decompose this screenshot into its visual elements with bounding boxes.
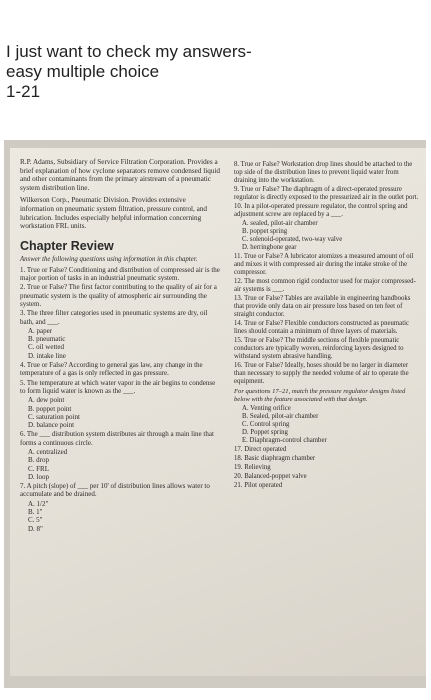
review-question-11: 11. True or False? A lubricator atomizes a measured amount of oil and mixes it with compressed air during the intake stroke of the compressor. [234,253,414,276]
left-column [20,158,220,533]
match-option-d: D. Poppet spring [242,428,288,436]
match-option-b: B. Sealed, pilot-air chamber [242,412,319,420]
review-question-5: 5. The temperature at which water vapor in the air begins to condense to form liquid water is known as the ___. [20,378,216,395]
match-option-e: E. Diaphragm-control chamber [242,436,327,444]
review-question-8: 8. True or False? Workstation drop lines should be attached to the top side of the distribution lines to prevent liquid water from draining into the workstation. [234,161,413,184]
review-question-19: 19. Relieving [234,463,271,471]
review-question-1: 1. True or False? Conditioning and distribution of compressed air is the major portion of tasks in an industrial pneumatic system. [20,265,220,283]
q7-option-a: A. 1/2" [28,499,49,508]
q5-option-b: B. poppet point [28,404,72,413]
review-question-16: 16. True or False? Ideally, hoses should be no larger in diameter than necessary to supply the needed volume of air to operate the equipment. [234,362,409,385]
q3-option-d: D. intake line [28,351,66,360]
review-instructions: Answer the following questions using information in this chapter. [20,255,198,263]
chapter-review-heading: Chapter Review [20,238,114,253]
question-line-1: I just want to check my answers- [6,42,252,61]
review-question-7: 7. A pitch (slope) of ___ per 10' of distribution lines allows water to accumulate and be drained. [20,482,210,499]
review-question-21: 21. Pilot operated [234,481,283,489]
q5-option-d: D. balance point [28,421,75,430]
q5-option-a: A. dew point [28,396,65,405]
review-question-17: 17. Direct operated [234,445,287,453]
q7-option-b: B. 1" [28,508,43,517]
match-option-a: A. Venting orifice [242,404,291,412]
q3-option-b: B. pneumatic [28,335,66,344]
q10-option-a: A. sealed, pilot-air chamber [242,220,318,227]
review-question-4: 4. True or False? According to general gas law, any change in the temperature of a gas is only reflected in gas pressure. [20,361,203,378]
textbook-page [10,148,426,676]
question-text [6,42,426,102]
q10-option-b: B. poppet spring [242,228,288,235]
review-question-10: 10. In a pilot-operated pressure regulator, the control spring and adjustment screw are replaced by a ___. [234,203,408,218]
q6-option-b: B. drop [28,456,49,465]
review-question-20: 20. Balanced-poppet valve [234,472,307,480]
review-question-15: 15. True or False? The middle sections of flexible pneumatic conductors are typically woven, reinforcing layers designed to withstand system abrasive handling. [234,337,404,360]
q6-option-a: A. centralized [28,447,68,456]
review-question-9: 9. True or False? The diaphragm of a direct-operated pressure regulator is directly exposed to the pressurized air in the outlet port. [234,186,419,201]
question-line-3: 1-21 [6,82,41,101]
match-option-c: C. Control spring [242,420,290,428]
resource-intro-wilkerson: Wilkerson Corp., Pneumatic Division. Provides extensive information on pneumatic system filtration, pressure control, and lubrication. Includes especially helpful information concerning workstation FRL units. [20,196,208,231]
q7-option-d: D. 8" [28,524,43,533]
right-column [234,160,420,491]
q3-option-a: A. paper [28,326,53,335]
q10-option-d: D. herringbone gear [242,244,297,251]
review-question-18: 18. Basic diaphragm chamber [234,454,316,462]
review-question-12: 12. The most common rigid conductor used for major compressed-air systems is ___. [234,278,416,293]
textbook-photo [4,140,426,688]
q7-option-c: C. 5" [28,516,43,525]
q10-option-c: C. solenoid-operated, two-way valve [242,236,343,243]
review-question-13: 13. True or False? Tables are available in engineering handbooks that provide only data on air pressure loss based on ten feet of straight conductor. [234,295,411,318]
review-question-6: 6. The ___ distribution system distributes air through a main line that forms a continuous circle. [20,430,214,447]
matching-instructions: For questions 17–21, match the pressure regulator designs listed below with the feature associated with that design. [234,388,406,403]
q5-option-c: C. saturation point [28,412,80,421]
review-question-2: 2. True or False? The first factor contributing to the quality of air for a pneumatic system is the quality of atmospheric air surrounding the system. [20,283,217,308]
review-question-3: 3. The three filter categories used in pneumatic systems are dry, oil bath, and ___. [20,309,208,326]
q6-option-c: C. FRL [28,464,50,473]
resource-intro-adams: R.P. Adams, Subsidiary of Service Filtration Corporation. Provides a brief explanation of how cyclone separators remove condensed liquid and other contaminants from the primary airstream of a pneumatic system distribution line. [20,158,220,192]
q3-option-c: C. oil wetted [28,343,64,352]
q6-option-d: D. loop [28,472,49,481]
question-line-2: easy multiple choice [6,62,160,81]
review-question-14: 14. True or False? Flexible conductors constructed as pneumatic lines should contain a minimum of three layers of materials. [234,320,409,335]
